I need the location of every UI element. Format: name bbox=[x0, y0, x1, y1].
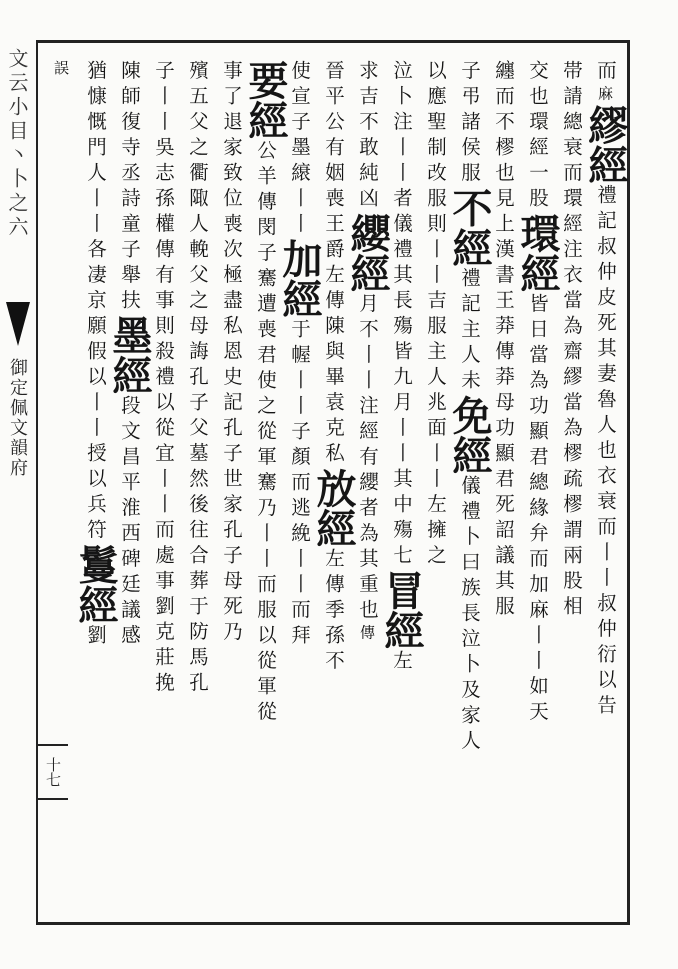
headword: 鬘經 bbox=[72, 544, 119, 625]
text-segment: 誤 bbox=[52, 60, 70, 79]
text-segment: 晉平公有姻喪王爵 bbox=[322, 60, 345, 264]
text-segment: 禮記叔仲皮死其妻魯人也衣衰而丨丨叔仲衍以告 bbox=[594, 184, 617, 720]
text-column bbox=[42, 60, 80, 915]
text-segment: 事了退家致位喪次極盡私恩史記孔子世家孔子母死乃 bbox=[220, 60, 243, 647]
text-column bbox=[276, 60, 323, 915]
headword: 不經 bbox=[446, 187, 493, 268]
text-segment: 左傳陳與畢袁克私 bbox=[322, 264, 345, 468]
text-segment: 左 bbox=[390, 650, 413, 676]
text-segment: 段文昌平淮西碑廷議感 bbox=[118, 395, 141, 650]
text-segment: 帯 bbox=[560, 60, 583, 86]
text-segment: 纏而不樛也 bbox=[492, 60, 515, 188]
text-segment: 交也環經一股 bbox=[526, 60, 549, 213]
text-segment: 求吉不敢純凶 bbox=[356, 60, 379, 213]
text-segment: 月不丨丨注經有纓者為其重也 bbox=[356, 293, 379, 625]
book-title: 御定佩文韻府 bbox=[7, 358, 28, 478]
text-column bbox=[552, 60, 590, 915]
text-segment: 使宣子墨縗丨丨 bbox=[288, 60, 311, 239]
text-column bbox=[212, 60, 250, 915]
headword: 加經 bbox=[276, 238, 323, 319]
margin-header-text: 文云小目丶卜之六 bbox=[5, 48, 29, 240]
headword: 放經 bbox=[310, 468, 357, 548]
text-segment: 于幄丨丨子顏而逃 bbox=[288, 318, 311, 523]
text-segment: 改服則丨丨吉服主人兆面丨丨左擁之 bbox=[424, 162, 447, 570]
headword: 墨經 bbox=[106, 315, 153, 395]
headword: 要經 bbox=[242, 60, 289, 140]
headword: 繆經 bbox=[582, 104, 629, 185]
page-number: 十七 bbox=[38, 744, 68, 800]
text-segment: 請總衰而環經注衣當為齋繆當為樛疏樛謂兩股相 bbox=[560, 85, 583, 621]
text-segment: 泣卜注丨丨者 bbox=[390, 60, 413, 213]
text-segment: 公羊傳閔子騫遭喪君使之從軍騫乃丨丨而服以從軍從 bbox=[254, 140, 277, 727]
text-column bbox=[144, 60, 182, 915]
headword: 環經 bbox=[514, 213, 561, 293]
text-segment: 子丨丨吳志孫權傳有事則殺禮以從宜丨丨而處事劉克莊挽 bbox=[152, 60, 175, 698]
text-segment: 儀禮卜曰族長泣卜及家人 bbox=[458, 475, 481, 756]
text-column bbox=[416, 60, 454, 915]
text-segment: 絻丨丨而拜 bbox=[288, 522, 311, 650]
text-segment: 殯五父之衢陬人輓父之母誨孔子父墓然後往合葬于防馬孔 bbox=[186, 60, 209, 698]
text-segment: 劉 bbox=[84, 624, 107, 650]
page-margin bbox=[2, 48, 32, 918]
text-column bbox=[446, 60, 493, 915]
text-column bbox=[178, 60, 216, 915]
text-segment: 猶慷慨門人丨丨各凄京 bbox=[84, 60, 107, 315]
text-column bbox=[242, 60, 289, 915]
text-segment: 左傳季孫不 bbox=[322, 548, 345, 676]
text-segment: 皆日當為功顯君總緣弁而加麻丨丨如天 bbox=[526, 293, 549, 727]
text-segment: 見上漢書王莽傳莽母功顯君死詔議其服 bbox=[492, 187, 515, 621]
text-segment: 禮記主人未 bbox=[458, 267, 481, 395]
text-segment: 麻 bbox=[596, 85, 614, 105]
fish-tail-mark bbox=[6, 302, 30, 346]
frame-border-top bbox=[36, 40, 630, 43]
text-column bbox=[378, 60, 425, 915]
text-segment: 傳 bbox=[358, 624, 376, 644]
headword: 纓經 bbox=[344, 213, 391, 293]
headword: 冒經 bbox=[378, 570, 425, 650]
text-column bbox=[106, 60, 153, 915]
text-segment: 願假以丨丨授以兵符 bbox=[84, 315, 107, 545]
text-column bbox=[514, 60, 561, 915]
text-segment: 而 bbox=[594, 60, 617, 86]
frame-border-bottom bbox=[36, 922, 630, 925]
text-segment: 陳師復寺丞詩童子舉扶 bbox=[118, 60, 141, 315]
text-segment: 子弔諸侯服 bbox=[458, 60, 481, 188]
headword: 免經 bbox=[446, 395, 493, 475]
text-segment: 以應聖制 bbox=[424, 60, 447, 162]
text-column bbox=[582, 60, 629, 915]
text-column bbox=[310, 60, 357, 915]
text-column bbox=[72, 60, 119, 915]
text-segment: 儀禮其長殤皆九月丨丨其中殤七 bbox=[390, 213, 413, 570]
